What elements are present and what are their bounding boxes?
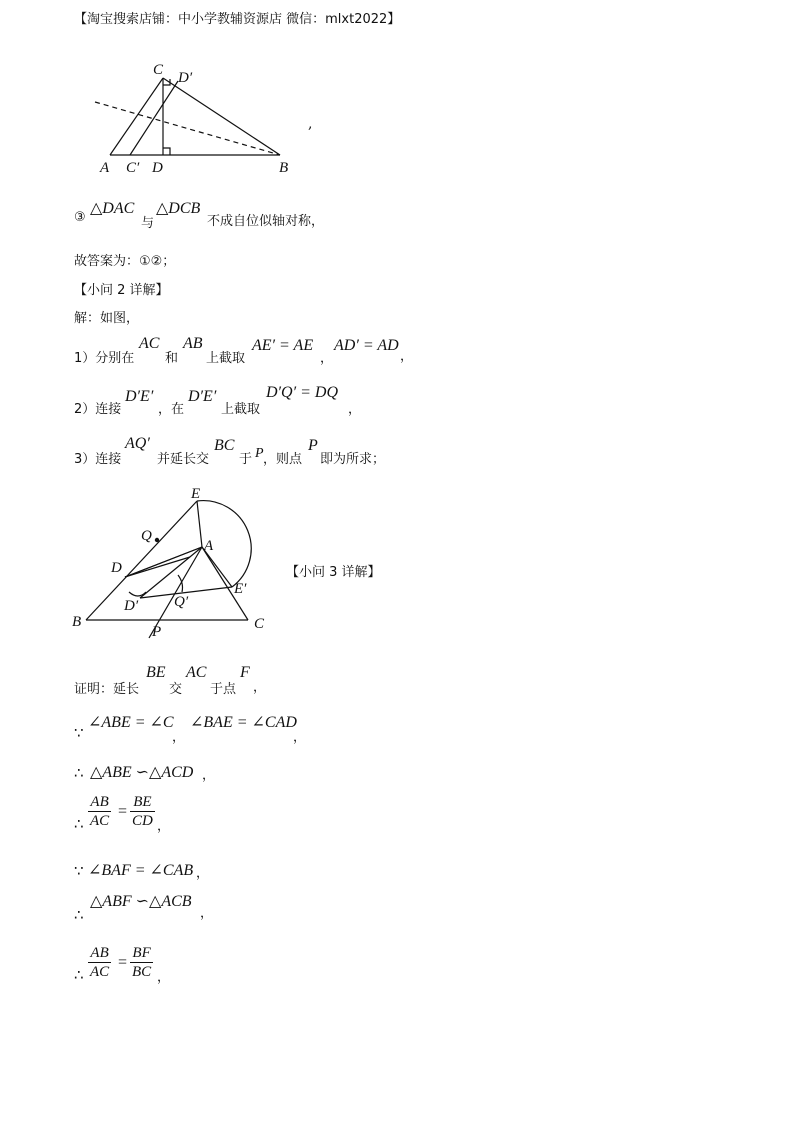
step2-DpEp-1: D′E′ — [125, 388, 154, 405]
segment-CB — [163, 78, 280, 155]
step2-DpEp-2: D′E′ — [188, 388, 217, 405]
denominator-CD: CD — [132, 813, 153, 829]
page-header: 【淘宝搜索店铺：中小学教辅资源店 微信：mlxt2022】 — [74, 12, 401, 27]
step1-and: 和 — [165, 351, 179, 366]
denominator-BC: BC — [132, 964, 152, 980]
q2-title: 【小问 2 详解】 — [74, 283, 169, 298]
figure-1-comma: , — [308, 116, 313, 132]
proof6-end: ， — [200, 906, 214, 921]
equals-1: = — [118, 803, 128, 820]
label-D: D — [152, 160, 163, 176]
step2-post: 上截取 — [221, 402, 261, 417]
step3-pre: 3）连接 — [74, 452, 122, 467]
proof1-F: F — [240, 664, 250, 681]
step3-P1: P — [255, 446, 264, 461]
step1-end: ， — [400, 349, 414, 364]
proof2-eq1: ∠ABE = ∠C — [88, 714, 174, 731]
fraction-AB-AC-2 — [88, 944, 111, 981]
proof1-BE: BE — [146, 664, 166, 681]
line3-tail: 不成自位似轴对称， — [207, 214, 325, 229]
proof6-similar: △ABF ∽△ACB — [90, 893, 192, 910]
therefore-4: ∴ — [74, 966, 84, 984]
proof1-AC: AC — [186, 664, 207, 681]
proof1-end: ， — [253, 680, 267, 695]
proof2-end: ， — [293, 730, 307, 745]
proof2-sep: ， — [172, 730, 186, 745]
segment-Dp-A — [140, 547, 202, 598]
numerator-BE: BE — [130, 793, 155, 812]
point-Q — [155, 538, 159, 542]
fraction-BF-BC — [130, 944, 153, 981]
text-yu: 与 — [141, 216, 155, 231]
proof1-post: 于点 — [210, 682, 237, 697]
figure-2-construction — [66, 480, 286, 645]
step3-tail: 即为所求； — [320, 452, 386, 467]
figure-1-triangle — [80, 58, 340, 183]
step3-P2: P — [308, 437, 318, 454]
proof5-eq: ∠BAF = ∠CAB — [88, 862, 194, 879]
step1-pre: 1）分别在 — [74, 351, 135, 366]
fraction-AB-AC-1 — [88, 793, 111, 830]
segment-DA — [125, 547, 202, 577]
proof7-end: ， — [157, 970, 171, 985]
label-E-prime: E′ — [234, 581, 247, 597]
step3-AQp: AQ′ — [125, 435, 150, 452]
denominator-AC-2: AC — [90, 964, 110, 980]
proof1-pre: 证明：延长 — [74, 682, 140, 697]
segment-E-A — [197, 501, 202, 547]
fraction-BE-CD — [130, 793, 155, 830]
step3-post1: 于 — [239, 452, 253, 467]
label-C: C — [153, 62, 164, 78]
label-D: D — [111, 560, 122, 576]
label-D-prime: D′ — [178, 70, 193, 86]
label-Q: Q — [141, 528, 152, 544]
step3-post2: ，则点 — [263, 452, 303, 467]
numerator-AB: AB — [88, 793, 111, 812]
triangle-DCB: △DCB — [156, 200, 201, 217]
therefore-3: ∴ — [74, 906, 84, 924]
label-Q-prime: Q′ — [174, 594, 189, 610]
label-C-prime: C′ — [126, 160, 140, 176]
q3-title: 【小问 3 详解】 — [286, 565, 381, 580]
label-D-prime: D′ — [124, 598, 139, 614]
step2-mid: ，在 — [158, 402, 185, 417]
proof5-end: ， — [196, 866, 210, 881]
step1-sep: ， — [320, 351, 334, 366]
label-E: E — [191, 486, 201, 502]
because-1: ∵ — [74, 724, 84, 742]
proof3-similar: △ABE ∽△ACD — [90, 764, 194, 781]
because-2: ∵ — [74, 862, 84, 880]
step1-post: 上截取 — [206, 351, 246, 366]
label-A: A — [100, 160, 110, 176]
numerator-BF: BF — [130, 944, 153, 963]
step3-BC: BC — [214, 437, 235, 454]
step2-pre: 2）连接 — [74, 402, 122, 417]
step2-eq: D′Q′ = DQ — [266, 384, 339, 401]
step1-eq1: AE′ = AE — [252, 337, 314, 354]
step2-end: ， — [348, 402, 362, 417]
proof3-end: ， — [202, 768, 216, 783]
numerator-AB-2: AB — [88, 944, 111, 963]
step1-AC: AC — [139, 335, 160, 352]
triangle-DAC: △DAC — [90, 200, 135, 217]
circled-three: ③ — [74, 210, 86, 225]
step1-eq2: AD′ = AD — [334, 337, 399, 354]
label-B: B — [72, 614, 82, 630]
label-P: P — [152, 624, 162, 640]
q2-intro: 解：如图， — [74, 311, 140, 326]
step3-mid: 并延长交 — [157, 452, 210, 467]
proof2-eq2: ∠BAE = ∠CAD — [190, 714, 297, 731]
therefore-2: ∴ — [74, 815, 84, 833]
therefore-1: ∴ — [74, 764, 84, 782]
label-C: C — [254, 616, 265, 632]
denominator-AC: AC — [90, 813, 110, 829]
proof4-end: ， — [157, 819, 171, 834]
proof1-mid: 交 — [169, 682, 183, 697]
label-B: B — [279, 160, 289, 176]
answer-line: 故答案为：①②； — [74, 254, 176, 269]
dashed-bisector — [95, 102, 280, 155]
step1-AB: AB — [183, 335, 203, 352]
label-A: A — [204, 538, 214, 554]
right-angle-D — [163, 148, 170, 155]
equals-2: = — [118, 954, 128, 971]
